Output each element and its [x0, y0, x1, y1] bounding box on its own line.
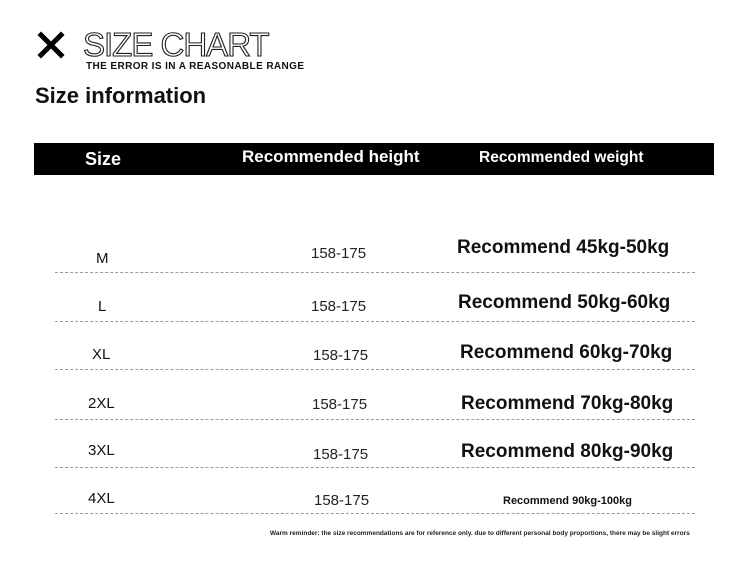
row-divider: [55, 369, 695, 370]
table-cell-size: 2XL: [88, 395, 115, 412]
table-cell-size: 3XL: [88, 442, 115, 459]
close-x-icon: [36, 30, 66, 60]
table-cell-size: XL: [92, 346, 111, 363]
table-cell-weight: Recommend 50kg-60kg: [458, 292, 671, 313]
warm-reminder-note: Warm reminder: the size recommendations are for reference only. due to different personal body proportions, there may be slight errors: [270, 530, 690, 537]
row-divider: [55, 272, 695, 273]
table-cell-weight: Recommend 45kg-50kg: [457, 237, 670, 258]
table-cell-weight: Recommend 90kg-100kg: [503, 495, 632, 507]
table-cell-height: 158-175: [313, 446, 369, 463]
table-cell-size: M: [96, 250, 109, 267]
table-cell-height: 158-175: [311, 298, 367, 315]
table-cell-weight: Recommend 80kg-90kg: [461, 441, 674, 462]
size-chart-title: SIZE CHART: [83, 26, 269, 63]
table-cell-weight: Recommend 70kg-80kg: [461, 393, 674, 414]
table-cell-size: 4XL: [88, 490, 115, 507]
row-divider: [55, 321, 695, 322]
table-cell-weight: Recommend 60kg-70kg: [460, 342, 673, 363]
table-cell-height: 158-175: [311, 245, 367, 262]
table-cell-size: L: [98, 298, 107, 315]
table-cell-height: 158-175: [314, 492, 370, 509]
row-divider: [55, 419, 695, 420]
column-header-height: Recommended height: [242, 147, 420, 166]
section-title: Size information: [35, 83, 207, 108]
row-divider: [55, 467, 695, 468]
row-divider: [55, 513, 695, 514]
table-cell-height: 158-175: [312, 396, 368, 413]
table-cell-height: 158-175: [313, 347, 369, 364]
column-header-size: Size: [85, 149, 122, 169]
size-chart-subtitle: THE ERROR IS IN A REASONABLE RANGE: [86, 61, 305, 72]
column-header-weight: Recommended weight: [479, 149, 644, 166]
